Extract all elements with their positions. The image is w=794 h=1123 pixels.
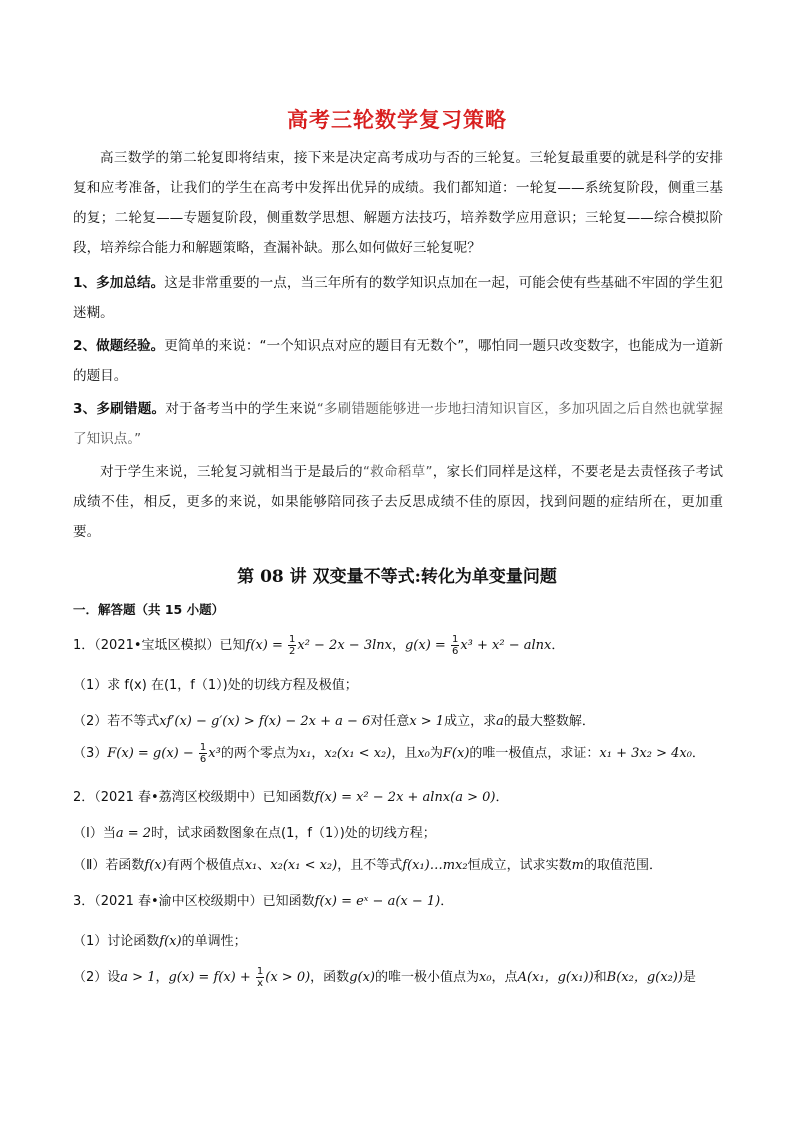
q2-stem-math: f(x) = x² − 2x + alnx(a > 0) — [314, 790, 496, 805]
q2-p2-m3: x₂(x₁ < x₂) — [270, 858, 338, 873]
q3-p2-g: 是 — [682, 970, 696, 985]
q3-p1-math: f(x) — [159, 934, 182, 949]
q1-p2-b: 对任意 — [370, 714, 410, 729]
q1-g-def: g(x) = — [404, 638, 450, 653]
tip-3 — [73, 394, 723, 454]
q2-p2-m1: f(x) — [144, 858, 167, 873]
q3-p2-e: ，点 — [491, 970, 518, 985]
tip-1-head: 1、多加总结。 — [73, 275, 165, 291]
q1-p3-a: （3） — [73, 746, 108, 761]
q2-p2-m2: x₁ — [244, 858, 258, 873]
q2-p1-a: （Ⅰ）当 — [73, 826, 116, 841]
q1-p3-c: ， — [311, 746, 325, 761]
q1-g-rest: x³ + x² − alnx — [460, 638, 552, 653]
q2-p2-e: 恒成立，试求实数 — [467, 858, 572, 873]
q3-p2-a: （2）设 — [73, 970, 121, 985]
q2-p2-d: ，且不等式 — [337, 858, 403, 873]
q3-p1-b: 的单调性； — [181, 934, 247, 949]
q3-stem — [73, 890, 733, 909]
tip-1 — [73, 268, 723, 328]
closing-quote: “救命稻草” — [362, 464, 433, 480]
q1-p3-m5: x₀ — [417, 746, 430, 761]
q1-p3-m3: x₁ — [298, 746, 312, 761]
q2-p2-a: （Ⅱ）若函数 — [73, 858, 145, 873]
q3-stem-math: f(x) = eˣ − a(x − 1) — [314, 894, 441, 909]
closing-paragraph — [73, 457, 723, 547]
q1-g-fraction — [451, 634, 459, 657]
q3-p2-m5: x₀ — [479, 970, 492, 985]
intro-paragraph: 高三数学的第二轮复即将结束，接下来是决定高考成功与否的三轮复。三轮复最重要的就是科学的安排复和应考准备，让我们的学生在高考中发挥出优异的成绩。我们都知道：一轮复——系统复阶段，侧重三基的复；二轮复——专题复阶段，侧重数学思想、解题方法技巧，培养数学应用意识；三轮复——综合模拟阶段，培养综合能力和解题策略，查漏补缺。那么如何做好三轮复呢？ — [73, 150, 723, 256]
tip-2-body: 更简单的来说：“一个知识点对应的题目有无数个”，哪怕同一题只改变数字，也能成为一道新的题目。 — [73, 338, 723, 384]
q2-stem-end: ． — [495, 790, 509, 805]
q1-p3-m7: x₁ + 3x₂ > 4x₀ — [599, 746, 692, 761]
q3-p2-f: 和 — [593, 970, 607, 985]
q3-p2-m7: B(x₂，g(x₂)) — [606, 970, 683, 985]
q1-part3 — [73, 742, 733, 765]
q3-stem-end: ． — [440, 894, 454, 909]
q1-p3-f: 的唯一极值点，求证： — [469, 746, 600, 761]
q3-p2-b: ， — [155, 970, 169, 985]
tip-3-body-b: “多刷错题能够进一步地扫清知识盲区，多加巩固之后自然也就掌握了知识点。” — [73, 401, 724, 447]
q1-f-frac-num: 1 — [288, 634, 296, 645]
q2-stem — [73, 786, 733, 805]
section-title: 一．解答题（共 15 小题） — [73, 602, 225, 617]
q2-p2-c: 、 — [257, 858, 271, 873]
q2-p2-b: 有两个极值点 — [166, 858, 245, 873]
tip-2 — [73, 331, 723, 391]
tip-2-head: 2、做题经验。 — [73, 338, 165, 354]
q1-p2-a: （2）若不等式 — [73, 714, 160, 729]
q3-p2-d: 的唯一极小值点为 — [374, 970, 479, 985]
q1-f-fraction — [288, 634, 296, 657]
closing-part-c: ，家长们同样是这样，不要老是去责怪孩子考试成绩不佳，相反，更多的来说，如果能够陪同孩子去反思成绩不佳的原因，找到问题的症结所在，更加重要。 — [73, 464, 724, 540]
q1-p3-g: ． — [691, 746, 705, 761]
tip-3-head: 3、多刷错题。 — [73, 401, 166, 417]
q3-p2-m3: (x > 0) — [265, 970, 311, 985]
q1-p3-frac-den: 6 — [199, 754, 207, 765]
q3-source: 3．（2021 春•渝中区校级期中）已知函数 — [73, 894, 315, 909]
q2-part1 — [73, 822, 733, 841]
q1-p2-d: 的最大整数解． — [503, 714, 595, 729]
q2-p2-m4: f(x₁)…mx₂ — [402, 858, 468, 873]
q1-g-frac-num: 1 — [451, 634, 459, 645]
q3-p2-m4: g(x) — [349, 970, 375, 985]
q2-p1-b: 时，试求函数图象在点(1，f（1）)处的切线方程； — [151, 826, 436, 841]
q1-f-frac-den: 2 — [288, 646, 296, 657]
q1-p3-d: ，且 — [391, 746, 418, 761]
q1-p3-b: 的两个零点为 — [220, 746, 299, 761]
closing-part-a: 对于学生来说，三轮复习就相当于是最后的 — [100, 464, 363, 480]
q3-part1 — [73, 930, 733, 949]
q1-p3-m1: F(x) = g(x) − — [107, 746, 198, 761]
q2-p2-f: 的取值范围． — [583, 858, 662, 873]
q1-p2-math3: a — [496, 714, 504, 729]
q1-p2-c: 成立，求 — [444, 714, 497, 729]
q3-p2-m2: g(x) = f(x) + — [168, 970, 255, 985]
q1-p3-m6: F(x) — [442, 746, 470, 761]
q3-p2-m1: a > 1 — [120, 970, 156, 985]
q1-p2-math2: x > 1 — [409, 714, 445, 729]
q3-p2-c: ，函数 — [310, 970, 350, 985]
q2-source: 2．（2021 春•荔湾区校级期中）已知函数 — [73, 790, 315, 805]
tip-3-body-a: 对于备考当中的学生来说 — [165, 401, 317, 417]
q1-sep: ， — [391, 638, 405, 653]
q3-p2-m6: A(x₁，g(x₁)) — [517, 970, 594, 985]
q2-part2 — [73, 854, 733, 873]
q3-p1-a: （1）讨论函数 — [73, 934, 160, 949]
q1-end: ． — [551, 638, 565, 653]
q1-p3-frac-num: 1 — [199, 742, 207, 753]
q2-p2-m5: m — [571, 858, 584, 873]
q3-p2-frac-num: 1 — [256, 966, 264, 977]
lecture-title: 第 08 讲 双变量不等式:转化为单变量问题 — [237, 567, 557, 587]
q1-source: 1．（2021•宝坻区模拟）已知 — [73, 638, 246, 653]
q3-p2-fraction — [256, 966, 264, 989]
q1-part1: （1）求 f(x) 在(1，f（1）)处的切线方程及极值； — [73, 678, 358, 693]
page-title: 高考三轮数学复习策略 — [287, 108, 507, 132]
q1-f-rest: x² − 2x − 3lnx — [297, 638, 392, 653]
tip-1-body: 这是非常重要的一点，当三年所有的数学知识点加在一起，可能会使有些基础不牢固的学生犯迷糊。 — [73, 275, 723, 321]
q1-p2-math: xf′(x) − g′(x) > f(x) − 2x + a − 6 — [159, 714, 371, 729]
q1-stem — [73, 634, 733, 657]
q1-p3-fraction — [199, 742, 207, 765]
q1-p3-e: 为 — [429, 746, 443, 761]
q2-p1-math: a = 2 — [115, 826, 152, 841]
q1-p3-m2: x³ — [208, 746, 221, 761]
q1-p3-m4: x₂(x₁ < x₂) — [324, 746, 392, 761]
q3-p2-frac-den: x — [257, 978, 264, 989]
q1-part2 — [73, 710, 733, 729]
q3-part2 — [73, 966, 733, 989]
q1-g-frac-den: 6 — [451, 646, 459, 657]
q1-f-def: f(x) = — [245, 638, 287, 653]
